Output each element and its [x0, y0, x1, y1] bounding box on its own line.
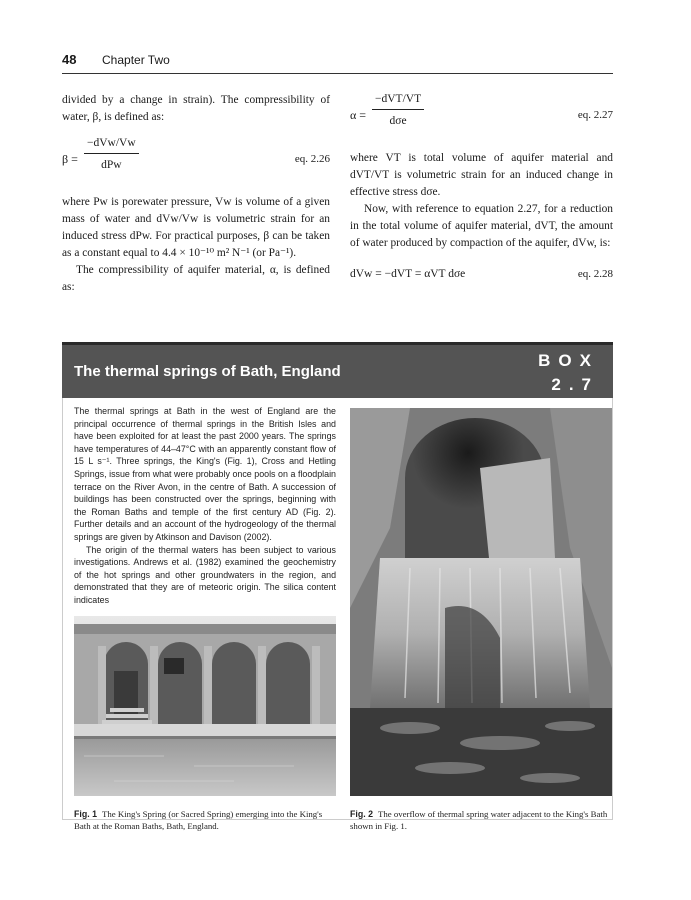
fig-2-caption-text: The overflow of thermal spring water adjacent to the King's Bath shown in Fig. 1. [350, 809, 608, 831]
eq-2-26-fraction [84, 136, 139, 173]
eq-2-26-denominator: dPw [101, 159, 122, 171]
box-label-word: BOX [538, 351, 599, 370]
eq-2-28-label: eq. 2.28 [577, 268, 613, 280]
fig-1-caption-text: The King's Spring (or Sacred Spring) emerging into the King's Bath at the Roman Baths, Bath, England. [74, 809, 323, 831]
fig-2-label: Fig. 2 [350, 809, 373, 819]
fig-1-photo [74, 616, 336, 796]
box-text [74, 405, 336, 607]
fig-1-label: Fig. 1 [74, 809, 97, 819]
eq-2-27-numerator: −dVT/VT [372, 92, 424, 110]
equation-2-27 [350, 92, 613, 138]
right-column [350, 92, 613, 286]
chapter-title: Chapter Two [102, 53, 170, 67]
right-paragraph-2: Now, with reference to equation 2.27, for a reduction in the total volume of aquifer material, dVT, the amount of water produced by compaction of the aquifer, dVw, is: [350, 203, 613, 249]
equation-2-28 [350, 266, 613, 286]
eq-2-27-fraction [372, 92, 424, 129]
eq-2-28-text: dVw = −dVT = αVT dσe [350, 268, 466, 280]
eq-2-27-label: eq. 2.27 [577, 109, 613, 121]
eq-2-26-lhs: β = [62, 152, 78, 166]
box-label-number: 2.7 [551, 375, 599, 394]
eq-2-26-numerator: −dVw/Vw [84, 136, 139, 154]
equation-2-26 [62, 136, 330, 182]
box-title: The thermal springs of Bath, England [74, 363, 341, 380]
box-paragraph-1: The thermal springs at Bath in the west of England are the principal occurrence of thermal springs in the British Isles and have been exploited for at least the past 2000 years. The springs have temperatures of 44–47°C with an apparently constant flow of 15 L s⁻¹. Three springs, the King's (Fig. 1), Cross and Hetling Springs, issue from what were probably once pools on a floodplain terrace on the River Avon, in the centre of Bath. A succession of buildings has been constructed over the springs, beginning with the Roman Baths and temple of the first century AD (Fig. 2). Further details and an account of the hydrogeology of the thermal springs are given by Atkinson and Davison (2002). [74, 406, 336, 542]
page-number: 48 [62, 52, 77, 67]
left-paragraph-1: divided by a change in strain). The compressibility of water, β, is defined as: [62, 94, 330, 123]
right-paragraph-1: where VT is total volume of aquifer material and dVT/VT is volumetric strain for an induced change in effective stress dσe. [350, 152, 613, 198]
eq-2-27-lhs: α = [350, 108, 367, 122]
thermal-overflow-illustration [350, 408, 612, 796]
box-header [62, 342, 613, 398]
box-number [538, 349, 599, 397]
left-paragraph-2: where Pw is porewater pressure, Vw is volume of a given mass of water and dVw/Vw is volumetric strain for an induced stress dPw. For practical purposes, β can be taken as a constant equal to 4.4 × 10⁻¹⁰ m² N⁻¹ (or Pa⁻¹). [62, 196, 330, 259]
left-column [62, 92, 330, 296]
kings-bath-illustration [74, 616, 336, 796]
fig-2-photo [350, 408, 612, 796]
eq-2-26-label: eq. 2.26 [294, 153, 330, 165]
fig-1-caption [74, 808, 336, 832]
eq-2-27-denominator: dσe [389, 115, 407, 127]
running-header [62, 52, 613, 74]
fig-2-caption [350, 808, 612, 832]
box-paragraph-2: The origin of the thermal waters has been subject to various investigations. Andrews et al. (1982) examined the geochemistry of the hot springs and other groundwaters in the region, and demonstrated that they are of meteoric origin. The silica content indicates [74, 544, 336, 605]
left-paragraph-3: The compressibility of aquifer material, α, is defined as: [62, 264, 330, 293]
